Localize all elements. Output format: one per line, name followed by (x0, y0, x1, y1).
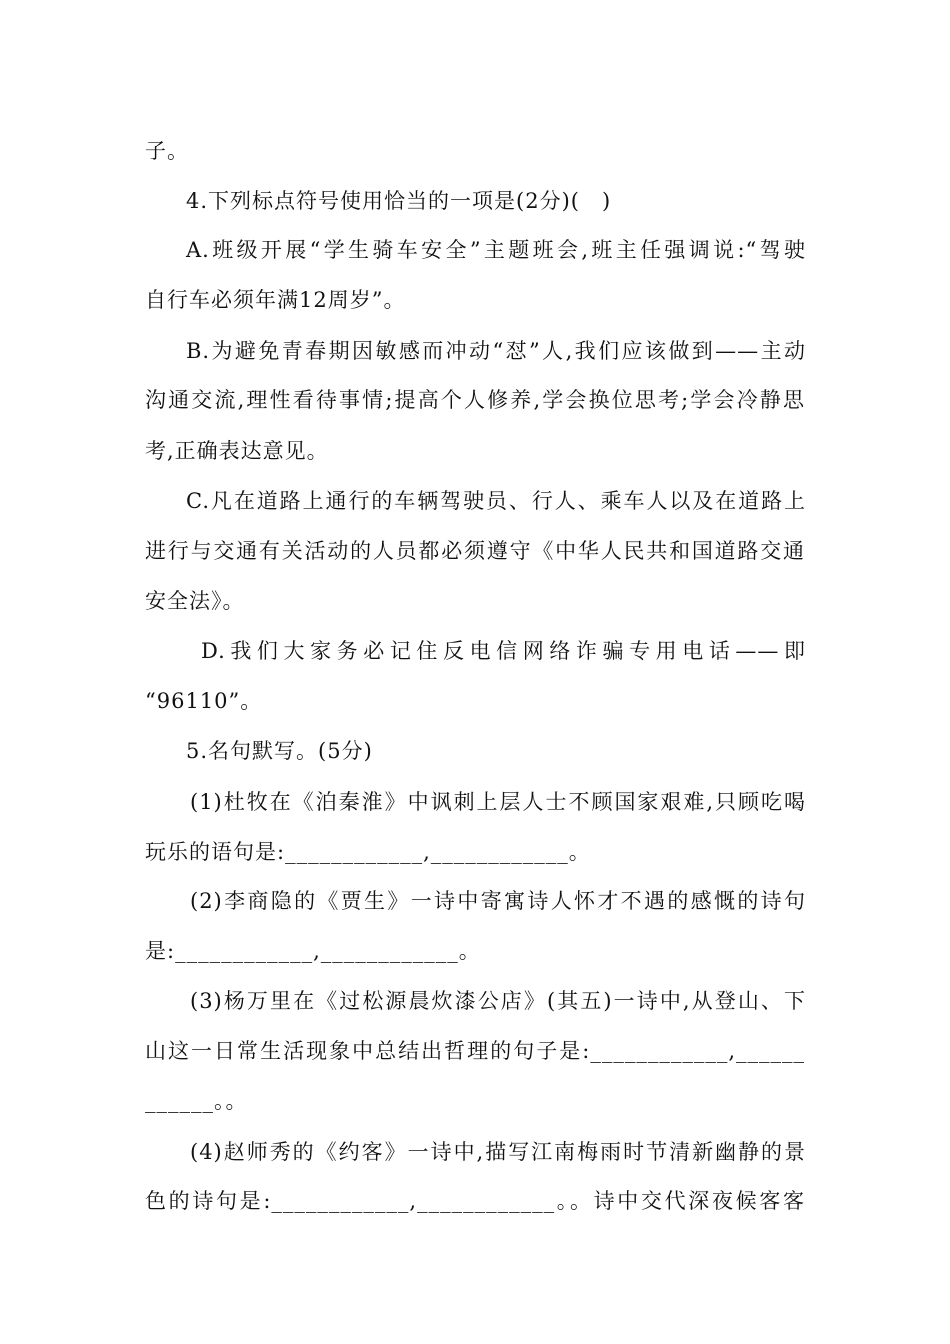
option-b-line-3: 考,正确表达意见。 (145, 439, 329, 463)
option-b-line-1: B.为避免青春期因敏感而冲动“怼”人,我们应该做到——主动 (186, 339, 806, 363)
option-b-line-2: 沟通交流,理性看待事情;提高个人修养,学会换位思考;学会冷静思 (145, 388, 805, 412)
option-c-line-1: C.凡在道路上通行的车辆驾驶员、行人、乘车人以及在道路上 (186, 489, 806, 513)
item-2-line-2: 是:____________,____________。 (145, 939, 481, 963)
text-line-1: 子。 (145, 139, 189, 163)
option-a-line-2: 自行车必须年满12周岁”。 (145, 288, 406, 312)
item-4-line-2: 色的诗句是:____________,____________。。诗中交代深夜候客客 (145, 1189, 805, 1213)
item-2-line-1: (2)李商隐的《贾生》一诗中寄寓诗人怀才不遇的感慨的诗句 (190, 889, 806, 913)
option-a-line-1: A.班级开展“学生骑车安全”主题班会,班主任强调说:“驾驶 (186, 238, 806, 262)
item-3-line-3: ______。。 (145, 1089, 248, 1113)
option-c-line-3: 安全法》。 (145, 589, 245, 613)
item-1-line-2: 玩乐的语句是:____________,____________。 (145, 840, 591, 864)
item-1-line-1: (1)杜牧在《泊秦淮》中讽刺上层人士不顾国家艰难,只顾吃喝 (190, 790, 806, 814)
option-d-line-2: “96110”。 (145, 689, 263, 713)
option-d-line-1: D.我们大家务必记住反电信网络诈骗专用电话——即 (201, 639, 806, 663)
question-5-stem: 5.名句默写。(5分) (186, 739, 373, 763)
option-c-line-2: 进行与交通有关活动的人员都必须遵守《中华人民共和国道路交通 (145, 539, 805, 563)
item-3-line-2: 山这一日常生活现象中总结出哲理的句子是:____________,______ (145, 1039, 805, 1063)
question-4-stem: 4.下列标点符号使用恰当的一项是(2分)( ) (186, 189, 612, 213)
item-3-line-1: (3)杨万里在《过松源晨炊漆公店》(其五)一诗中,从登山、下 (190, 989, 806, 1013)
item-4-line-1: (4)赵师秀的《约客》一诗中,描写江南梅雨时节清新幽静的景 (190, 1140, 806, 1164)
